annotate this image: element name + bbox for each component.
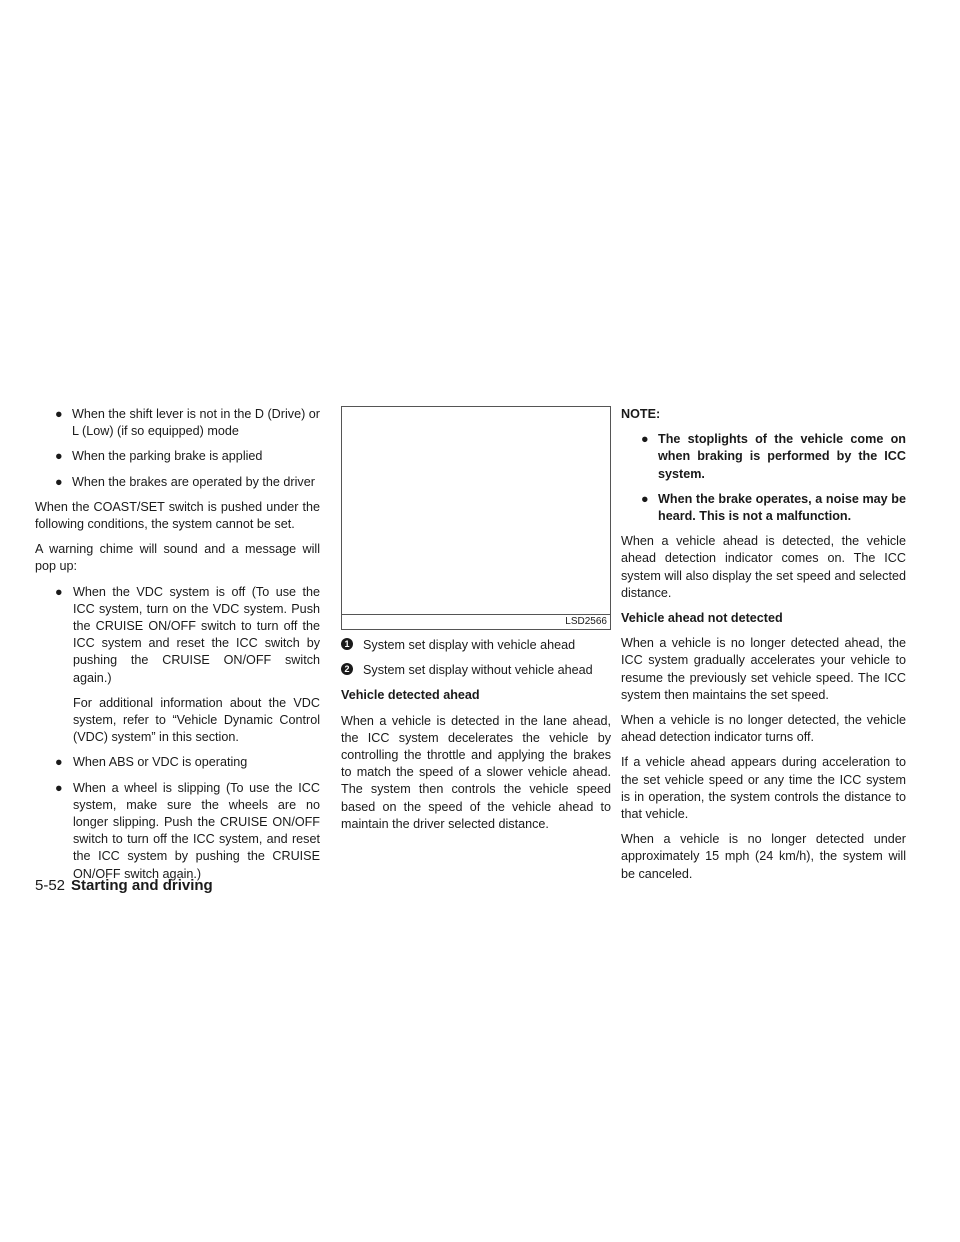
paragraph: When a vehicle is no longer detected, the vehicle ahead detection indicator turns off. <box>621 713 906 745</box>
section-heading: Vehicle ahead not detected <box>621 611 783 626</box>
paragraph: For additional information about the VDC system, refer to “Vehicle Dynamic Control (VDC) system” in this section. <box>73 695 320 745</box>
right-column <box>621 406 906 891</box>
figure-divider <box>342 614 610 615</box>
note-item: ● The stoplights of the vehicle come on when braking is performed by the ICC system. <box>641 432 906 481</box>
figure-caption: 1 System set display with vehicle ahead <box>341 637 611 654</box>
page-number: 5-52 <box>35 877 66 894</box>
section-heading: Vehicle detected ahead <box>341 688 480 703</box>
paragraph: When a vehicle is detected in the lane ahead, the ICC system decelerates the vehicle by controlling the throttle and applying the brakes to match the speed of a slower vehicle ahead. The system then controls the vehicle speed based on the speed of the vehicle ahead to maintain the driver selected distance. <box>341 713 611 831</box>
list-item: ● When the shift lever is not in the D (Drive) or L (Low) (if so equipped) mode <box>55 407 320 439</box>
bullet-icon: ● <box>55 407 63 421</box>
callout-number-icon: 2 <box>341 663 353 675</box>
paragraph: When a vehicle is no longer detected ahead, the ICC system gradually accelerates your vehicle to resume the previously set vehicle speed. The ICC system then maintains the set speed. <box>621 636 906 702</box>
list-item: ● When a wheel is slipping (To use the ICC system, make sure the wheels are no longer slipping. Push the CRUISE ON/OFF switch to turn off the ICC system, and reset the ICC system by pushing the CRUISE ON/OFF switch again.) <box>55 780 320 881</box>
bullet-icon: ● <box>55 449 63 464</box>
list-item: ● When the VDC system is off (To use the ICC system, turn on the VDC system. Push the CRUISE ON/OFF switch to turn off the ICC system and reset the ICC switch by pushing the CRUISE ON/OFF switch again.) <box>55 584 320 685</box>
bullet-icon: ● <box>641 491 649 506</box>
callout-number-icon: 1 <box>341 638 353 650</box>
list-item: ● When the brakes are operated by the driver <box>35 474 320 491</box>
figure-caption: 2 System set display without vehicle ahead <box>341 662 611 679</box>
bullet-icon: ● <box>55 780 63 795</box>
bullet-icon: ● <box>55 755 63 770</box>
paragraph: When a vehicle ahead is detected, the vehicle ahead detection indicator comes on. The ICC system will also display the set speed and selected distance. <box>621 534 906 600</box>
paragraph: If a vehicle ahead appears during acceleration to the set vehicle speed or any time the ICC system is in operation, the system controls the distance to that vehicle. <box>621 755 906 822</box>
figure <box>341 406 611 630</box>
note-label: NOTE: <box>621 407 661 421</box>
figure-id: LSD2566 <box>565 616 607 627</box>
page-footer <box>35 877 213 895</box>
bullet-icon: ● <box>641 432 649 447</box>
list-item: ● When the parking brake is applied <box>35 448 320 465</box>
note-item: ● When the brake operates, a noise may be heard. This is not a malfunction. <box>641 491 906 524</box>
bullet-icon: ● <box>55 474 63 489</box>
paragraph: When a vehicle is no longer detected under approximately 15 mph (24 km/h), the system will be canceled. <box>621 832 906 881</box>
paragraph: A warning chime will sound and a message will pop up: <box>35 542 320 574</box>
section-title: Starting and driving <box>71 877 213 894</box>
list-item: ● When ABS or VDC is operating <box>35 754 320 771</box>
bullet-icon: ● <box>55 584 63 599</box>
paragraph: When the COAST/SET switch is pushed under the following conditions, the system cannot be set. <box>35 499 320 532</box>
middle-column <box>341 406 611 841</box>
left-column <box>35 406 320 891</box>
